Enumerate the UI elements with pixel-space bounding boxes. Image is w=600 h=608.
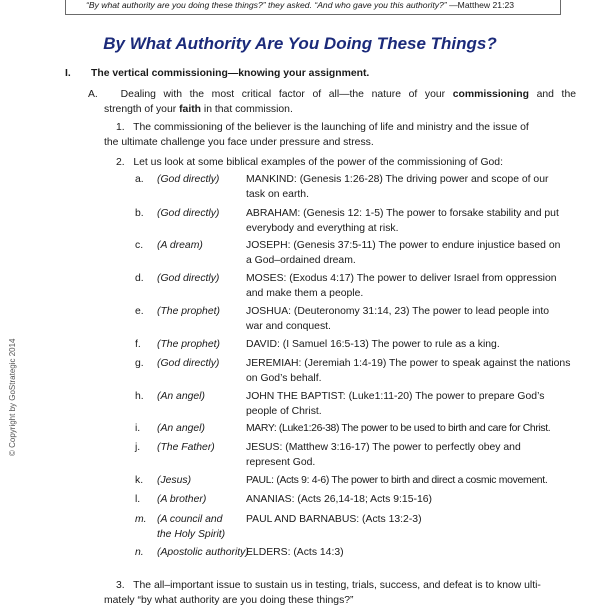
item-2-text: Let us look at some biblical examples of the power of the commissioning of God:	[133, 157, 503, 168]
example-line1: MANKIND: (Genesis 1:26-28) The driving power and scope of our	[246, 174, 549, 185]
item-1-line2: the ultimate challenge you face under pressure and stress.	[104, 137, 374, 148]
quote-reference: —Matthew 21:23	[449, 0, 515, 10]
example-source: (God directly)	[157, 273, 220, 284]
example-source: (An angel)	[157, 391, 205, 402]
example-source: (The Father)	[157, 442, 215, 453]
page-title: By What Authority Are You Doing These Things?	[103, 34, 497, 53]
example-letter: b.	[135, 208, 144, 219]
item-1-line1: The commissioning of the believer is the launching of life and ministry and the issue of	[133, 122, 529, 133]
example-line1: ANANIAS: (Acts 26,14-18; Acts 9:15-16)	[246, 494, 432, 505]
example-line2: a God–ordained dream.	[246, 255, 356, 266]
example-source: (The prophet)	[157, 339, 220, 350]
example-row	[0, 172, 600, 200]
example-line1: PAUL: (Acts 9: 4-6) The power to birth and direct a cosmic movement.	[246, 475, 548, 486]
example-row	[0, 337, 600, 352]
paragraph-a-label: A.	[88, 89, 98, 100]
example-line2: represent God.	[246, 457, 316, 468]
example-line2: war and conquest.	[246, 321, 331, 332]
paragraph-a-line2: strength of your	[104, 104, 177, 115]
paragraph-a-line1: Dealing with the most critical factor of all—the nature of your	[120, 89, 446, 100]
example-source-line1: (A council and	[157, 514, 223, 525]
paragraph-a-bold-commissioning: commissioning	[452, 89, 529, 100]
example-source: (God directly)	[157, 358, 220, 369]
example-row	[0, 473, 600, 488]
example-letter: l.	[135, 494, 141, 505]
example-line1: ABRAHAM: (Genesis 12: 1-5) The power to forsake stability and put	[246, 208, 559, 219]
example-letter: e.	[135, 306, 144, 317]
item-3-label: 3.	[116, 580, 125, 591]
example-source: (A brother)	[157, 494, 207, 505]
example-line1: DAVID: (I Samuel 16:5-13) The power to rule as a king.	[246, 339, 500, 350]
example-letter: d.	[135, 273, 144, 284]
paragraph-a-line1-end: and the	[536, 89, 577, 100]
example-line1: ELDERS: (Acts 14:3)	[246, 547, 344, 558]
item-1-continued	[104, 135, 576, 150]
example-line1: MOSES: (Exodus 4:17) The power to deliver Israel from oppression	[246, 273, 557, 284]
example-row	[0, 440, 600, 468]
example-letter: m.	[135, 514, 147, 525]
example-letter: g.	[135, 358, 144, 369]
example-line1: JOHN THE BAPTIST: (Luke1:11-20) The power to prepare God’s	[246, 391, 545, 402]
example-row	[0, 206, 600, 234]
section-number: I.	[65, 68, 71, 79]
section-title: The vertical commissioning—knowing your assignment.	[91, 68, 370, 79]
example-letter: i.	[135, 423, 141, 434]
example-line2: task on earth.	[246, 189, 309, 200]
example-source: (A dream)	[157, 240, 203, 251]
example-source: (God directly)	[157, 174, 220, 185]
example-letter: n.	[135, 547, 144, 558]
example-line1: JESUS: (Matthew 3:16-17) The power to perfectly obey and	[246, 442, 521, 453]
example-line1: JEREMIAH: (Jeremiah 1:4-19) The power to speak against the nations	[246, 358, 571, 369]
paragraph-a-line2-end: in that commission.	[203, 104, 293, 115]
item-3-continued	[104, 593, 576, 608]
item-3-line1: The all–important issue to sustain us in testing, trials, success, and defeat is to know ulti-	[133, 580, 541, 591]
example-source: (Apostolic authority)	[157, 547, 249, 558]
example-line1: PAUL AND BARNABUS: (Acts 13:2-3)	[246, 514, 422, 525]
example-source	[157, 512, 225, 542]
example-source: (Jesus)	[157, 475, 192, 486]
example-row	[0, 492, 600, 507]
example-row	[0, 238, 600, 266]
copyright-text: © Copyright by GoStrategic 2014	[8, 338, 17, 456]
example-letter: j.	[135, 442, 141, 453]
example-row	[0, 512, 600, 540]
example-letter: a.	[135, 174, 144, 185]
example-row	[0, 304, 600, 332]
example-line2: people of Christ.	[246, 406, 322, 417]
example-line2: on God’s behalf.	[246, 373, 322, 384]
example-line1: JOSHUA: (Deuteronomy 31:14, 23) The power to lead people into	[246, 306, 550, 317]
example-line2: and make them a people.	[246, 288, 364, 299]
item-3-line2: mately “by what authority are you doing these things?”	[104, 595, 354, 606]
example-letter: f.	[135, 339, 141, 350]
paragraph-a	[88, 87, 577, 115]
example-letter: c.	[135, 240, 144, 251]
example-row	[0, 545, 600, 560]
example-letter: k.	[135, 475, 144, 486]
example-letter: h.	[135, 391, 144, 402]
item-2	[116, 155, 576, 170]
item-3	[116, 578, 576, 593]
item-1	[116, 120, 576, 135]
example-row	[0, 421, 600, 436]
example-source: (The prophet)	[157, 306, 220, 317]
item-1-label: 1.	[116, 122, 125, 133]
example-line1: JOSEPH: (Genesis 37:5-11) The power to endure injustice based on	[246, 240, 561, 251]
example-row	[0, 271, 600, 299]
example-row	[0, 356, 600, 384]
example-source-line2: the Holy Spirit)	[157, 529, 226, 540]
example-line2: everybody and everything at risk.	[246, 223, 399, 234]
example-line1: MARY: (Luke1:26-38) The power to be used to birth and care for Christ.	[246, 423, 551, 434]
example-row	[0, 389, 600, 417]
item-2-label: 2.	[116, 157, 125, 168]
quote-text: “By what authority are you doing these things?” they asked. “And who gave you this authority?”	[86, 0, 447, 10]
epigraph-quote	[86, 0, 514, 10]
paragraph-a-bold-faith: faith	[179, 104, 202, 115]
example-source: (An angel)	[157, 423, 205, 434]
example-source: (God directly)	[157, 208, 220, 219]
